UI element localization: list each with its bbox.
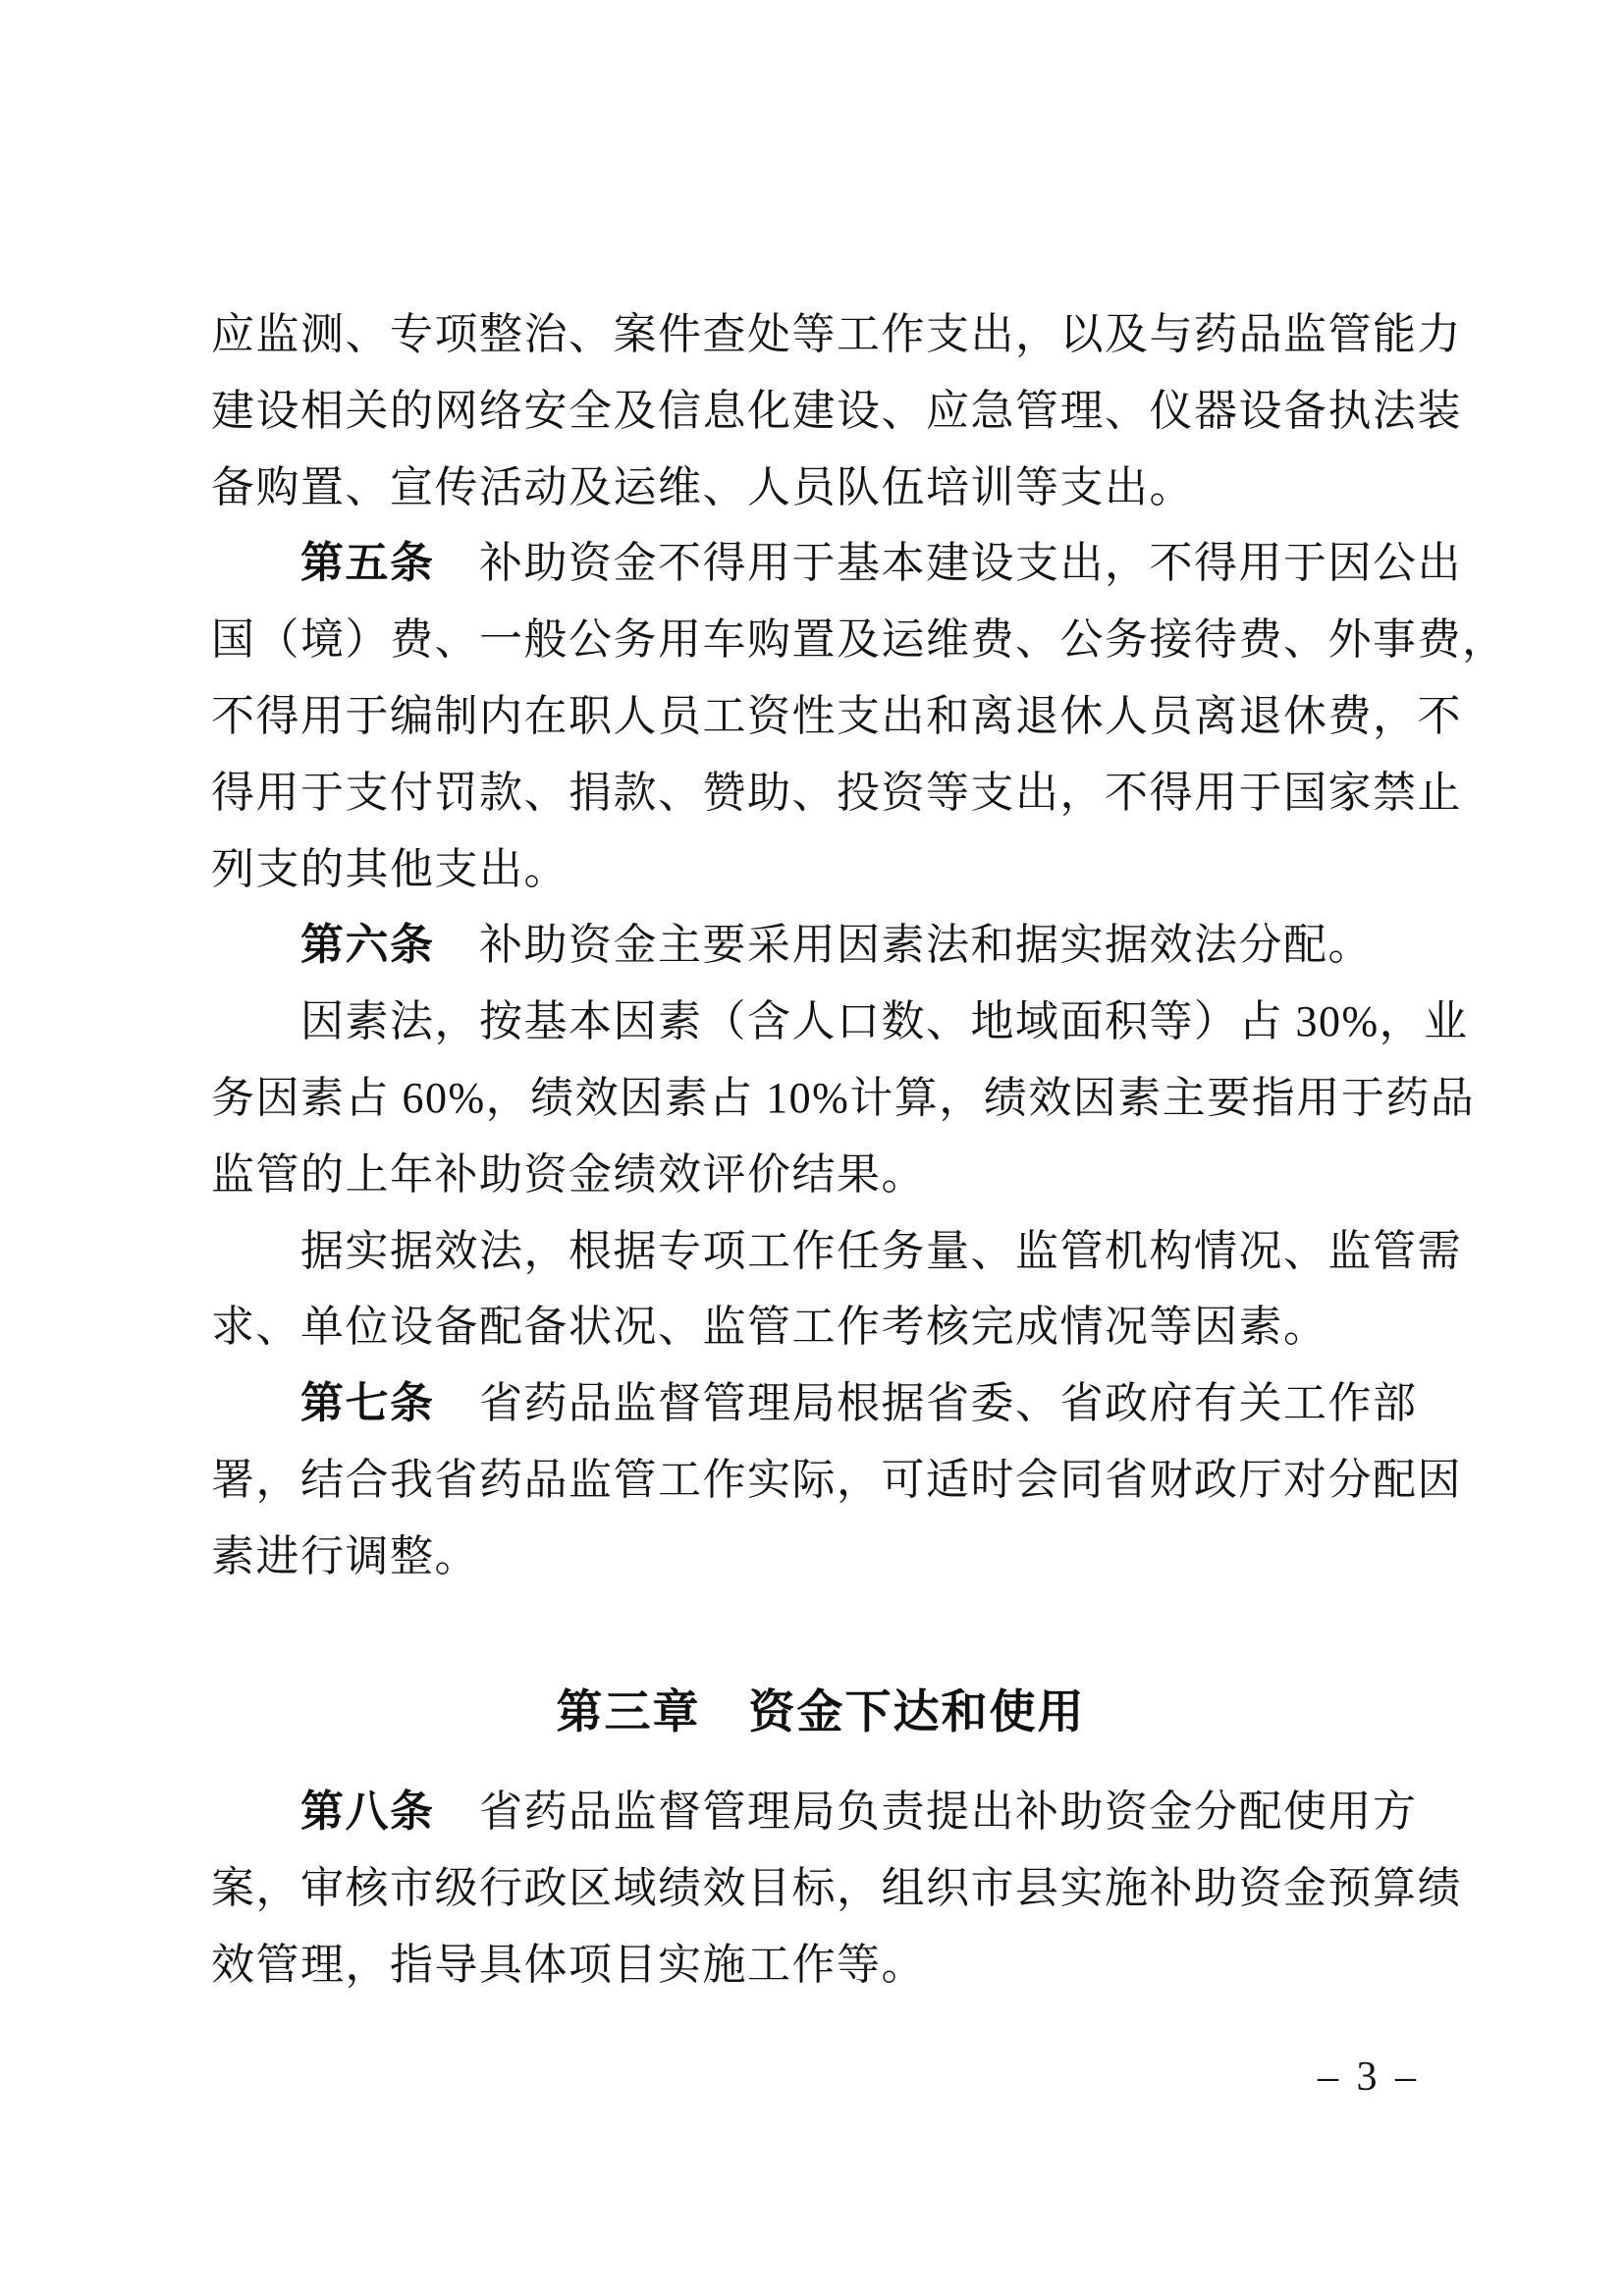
- text-line: [211, 1365, 1431, 1442]
- text-line: [211, 1774, 1431, 1850]
- bold-text-segment: 第五条: [300, 539, 435, 588]
- text-segment: 列支的其他支出。: [211, 844, 568, 893]
- text-segment: 得用于支付罚款、捐款、赞助、投资等支出，不得用于国家禁止: [211, 768, 1462, 817]
- text-segment: 备购置、宣传活动及运维、人员队伍培训等支出。: [211, 462, 1194, 511]
- text-segment: 不得用于编制内在职人员工资性支出和离退休人员离退休费，不: [211, 691, 1462, 740]
- text-segment: 应监测、专项整治、案件查处等工作支出，以及与药品监管能力: [211, 310, 1462, 358]
- text-line: [211, 1137, 1431, 1213]
- bold-text-segment: 第三章 资金下达和使用: [556, 1684, 1086, 1737]
- text-line: [211, 296, 1462, 373]
- text-segment: 据实据效法，根据专项工作任务量、监管机构情况、监管需: [300, 1226, 1462, 1275]
- text-segment: 省药品监督管理局根据省委、省政府有关工作部: [434, 1379, 1418, 1428]
- text-line: [211, 602, 1507, 678]
- text-segment: 国（境）费、一般公务用车购置及运维费、公务接待费、外事费，: [211, 615, 1507, 665]
- document-body: [211, 296, 1507, 2003]
- bold-text-segment: 第七条: [300, 1379, 435, 1428]
- text-line: [211, 1850, 1462, 1927]
- text-line: [211, 907, 1431, 984]
- text-line: [211, 984, 1469, 1060]
- text-segment: 补助资金主要采用因素法和据实据效法分配。: [434, 921, 1373, 970]
- text-segment: 因素法，按基本因素（含人口数、地域面积等）占 30%，业: [300, 997, 1469, 1046]
- text-segment: 务因素占 60%，绩效因素占 10%计算，绩效因素主要指用于药品: [211, 1073, 1476, 1122]
- text-line: [211, 678, 1462, 755]
- text-segment: 素进行调整。: [211, 1531, 479, 1580]
- text-segment: 省药品监督管理局负责提出补助资金分配使用方: [434, 1788, 1418, 1837]
- text-segment: 监管的上年补助资金绩效评价结果。: [211, 1149, 926, 1199]
- bold-text-segment: 第六条: [300, 921, 435, 970]
- text-segment: 补助资金不得用于基本建设支出，不得用于因公出: [434, 539, 1462, 588]
- text-segment: 署，结合我省药品监管工作实际，可适时会同省财政厅对分配因: [211, 1455, 1462, 1504]
- text-line: [211, 755, 1462, 831]
- page-number: – 3 –: [1318, 2055, 1420, 2100]
- text-line: [211, 831, 1431, 908]
- text-line: [211, 450, 1431, 526]
- text-line: [211, 1289, 1431, 1365]
- text-line: [211, 525, 1462, 602]
- text-line: [211, 1519, 1431, 1595]
- text-segment: 求、单位设备配备状况、监管工作考核完成情况等因素。: [211, 1303, 1328, 1352]
- text-line: [211, 1213, 1462, 1290]
- bold-text-segment: 第八条: [300, 1788, 435, 1837]
- text-line: [211, 1060, 1476, 1137]
- chapter-heading: [211, 1674, 1431, 1750]
- text-segment: 建设相关的网络安全及信息化建设、应急管理、仪器设备执法装: [211, 386, 1462, 435]
- text-segment: 案，审核市级行政区域绩效目标，组织市县实施补助资金预算绩: [211, 1864, 1462, 1913]
- text-line: [211, 1442, 1462, 1519]
- text-line: [211, 1927, 1431, 2003]
- text-line: [211, 373, 1462, 450]
- text-segment: 效管理，指导具体项目实施工作等。: [211, 1940, 926, 1989]
